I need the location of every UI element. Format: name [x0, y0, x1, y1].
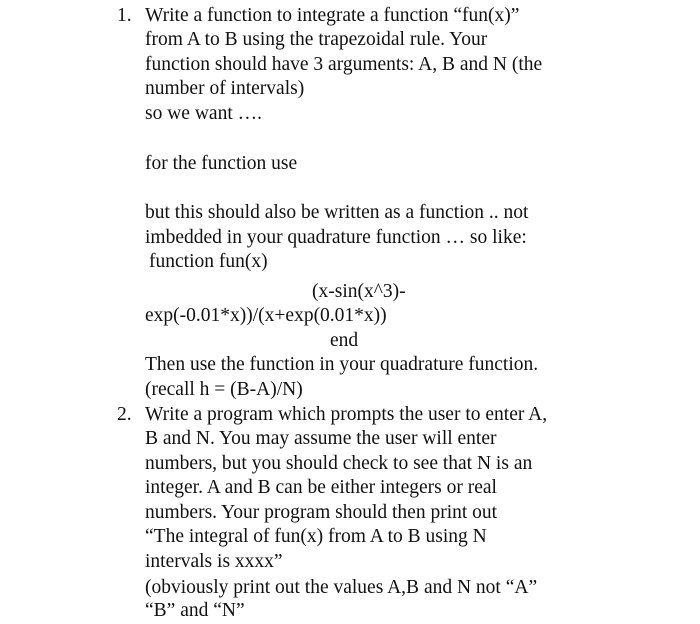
- problem-1-line: but this should also be written as a function .. not: [145, 202, 529, 223]
- problem-1-line: Then use the function in your quadrature function.: [145, 354, 539, 375]
- problem-1-line: for the function use: [145, 153, 298, 174]
- problem-2-number: 2.: [117, 404, 132, 425]
- problem-2-line: integer. A and B can be either integers or real: [145, 477, 497, 498]
- problem-2-line: B and N. You may assume the user will enter: [145, 428, 497, 449]
- problem-2-line: “B” and “N”: [145, 600, 245, 621]
- problem-1-line: imbedded in your quadrature function … so like:: [145, 227, 527, 248]
- problem-2-line: numbers. Your program should then print out: [145, 502, 498, 523]
- problem-2-line: intervals is xxxx”: [145, 551, 283, 572]
- problem-2-line: Write a program which prompts the user to enter A,: [145, 404, 548, 425]
- problem-2-line: “The integral of fun(x) from A to B using N: [145, 526, 487, 547]
- problem-1-line: number of intervals): [145, 78, 305, 99]
- code-line: end: [330, 330, 359, 351]
- problem-1-number: 1.: [117, 5, 132, 26]
- code-line: exp(-0.01*x))/(x+exp(0.01*x)): [145, 305, 387, 326]
- problem-1-line: from A to B using the trapezoidal rule. Your: [145, 29, 488, 50]
- problem-1-line: function should have 3 arguments: A, B and N (the: [145, 54, 543, 75]
- problem-2-line: numbers, but you should check to see that N is an: [145, 453, 533, 474]
- problem-1-line: so we want ….: [145, 103, 262, 124]
- problem-1-line: (recall h = (B-A)/N): [145, 379, 303, 400]
- code-line: (x-sin(x^3)-: [312, 281, 406, 302]
- code-line: function fun(x): [149, 251, 268, 272]
- problem-1-line: Write a function to integrate a function “fun(x)”: [145, 5, 520, 26]
- problem-2-line: (obviously print out the values A,B and N not “A”: [145, 577, 538, 598]
